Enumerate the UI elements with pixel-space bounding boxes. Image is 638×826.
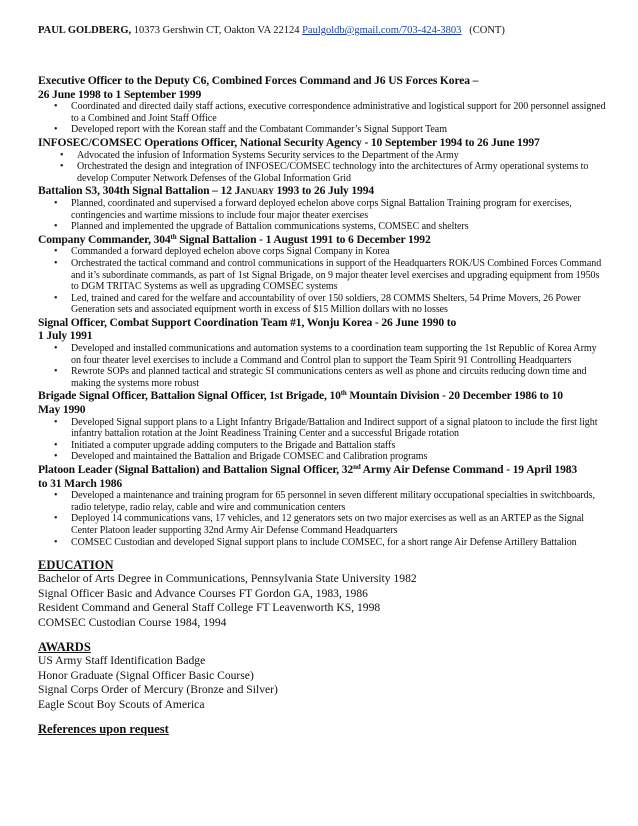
job-bullets (38, 150, 608, 185)
list-item: Eagle Scout Boy Scouts of America (38, 697, 205, 711)
list-item: • Commanded a forward deployed echelon above corps Signal Company in Korea (54, 246, 608, 258)
list-item: • Advocated the infusion of Information Systems Security services to the Department of the Army (60, 150, 608, 162)
job-title: Signal Officer, Combat Support Coordination Team #1, Wonju Korea - 26 June 1990 to 1 July 1991 (38, 315, 457, 343)
list-item: • Developed a maintenance and training program for 65 personnel in seven different military occupational specialties in switchboards, radio teletype, radio relay, cable and wire and communication centers (54, 490, 608, 513)
job-bullets (38, 101, 608, 136)
job-title: Platoon Leader (Signal Battalion) and Battalion Signal Officer, 32nd Army Air Defense Command - 19 April 1983 to 31 March 1986 (38, 463, 578, 490)
list-item: • Planned, coordinated and supervised a forward deployed echelon above corps Signal Battalion Training program for exercises, contingencies and wartime missions to include four major theater exercises (54, 198, 608, 221)
job-bullets (38, 417, 608, 463)
list-item: • COMSEC Custodian and developed Signal support plans to include COMSEC, for a short range Air Defense Artillery Battalion (54, 537, 608, 549)
list-item: • Coordinated and directed daily staff actions, executive correspondence administrative and logistical support for 200 personnel assigned to a Combined and Joint Staff Office (54, 101, 608, 124)
list-item: • Developed report with the Korean staff and the Combatant Commander’s Signal Support Team (54, 124, 608, 136)
list-item: • Initiated a computer upgrade adding computers to the Brigade and Battalion staffs (54, 440, 608, 452)
list-item: Honor Graduate (Signal Officer Basic Course) (38, 668, 254, 682)
list-item: Resident Command and General Staff College FT Leavenworth KS, 1998 (38, 601, 381, 615)
job-title: Executive Officer to the Deputy C6, Combined Forces Command and J6 US Forces Korea – 26 June 1998 to 1 September 1999 (38, 74, 479, 101)
list-item: • Led, trained and cared for the welfare and accountability of over 150 soldiers, 28 COMMS Shelters, 54 Prime Movers, 26 Power Generation sets and associated equipment worth in excess of $15 Million dollars with no losses (54, 293, 608, 316)
list-item: Signal Officer Basic and Advance Courses FT Gordon GA, 1983, 1986 (38, 586, 368, 600)
resume-header (38, 24, 608, 38)
list-item: • Developed Signal support plans to a Light Infantry Brigade/Battalion and Indirect support of a signal platoon to include the first light infantry battalion rotation at the Joint Readiness Training Center and a successful Brigade rotation (54, 417, 608, 440)
contact-link[interactable]: Paulgoldb@gmail.com/703-424-3803 (302, 25, 462, 36)
education-heading: EDUCATION (38, 558, 114, 573)
job-bullets (38, 490, 608, 548)
list-item: • Planned and implemented the upgrade of Battalion communications systems, COMSEC and shelters (54, 221, 608, 233)
references-note: References upon request (38, 722, 169, 737)
candidate-name: PAUL GOLDBERG, (38, 25, 132, 36)
list-item: • Rewrote SOPs and planned tactical and strategic SI communications centers as well as phone and circuits reducing down time and making the systems more robust (54, 366, 608, 389)
awards-heading: AWARDS (38, 640, 91, 655)
job-title: INFOSEC/COMSEC Operations Officer, National Security Agency - 10 September 1994 to 26 June 1997 (38, 135, 540, 149)
list-item: • Developed and maintained the Battalion and Brigade COMSEC and Calibration programs (54, 451, 608, 463)
cont-label: (CONT) (469, 25, 505, 36)
address: 10373 Gershwin CT, Oakton VA 22124 (133, 25, 300, 36)
list-item: Bachelor of Arts Degree in Communications, Pennsylvania State University 1982 (38, 572, 417, 586)
job-title: Battalion S3, 304th Signal Battalion – 12 January 1993 to 26 July 1994 (38, 184, 374, 198)
list-item: Signal Corps Order of Mercury (Bronze and Silver) (38, 683, 278, 697)
education-list (38, 572, 608, 630)
list-item: COMSEC Custodian Course 1984, 1994 (38, 615, 227, 629)
job-bullets (38, 198, 608, 233)
list-item: • Developed and installed communications and automation systems to a coordination team supporting the 1st Republic of Korea Army on four theater level exercises to include a Command and Control plan to support the Team Spirit 91 Controlling Headquarters (54, 343, 608, 366)
list-item: US Army Staff Identification Badge (38, 654, 206, 668)
job-title: Brigade Signal Officer, Battalion Signal Officer, 1st Brigade, 10th Mountain Division - 20 December 1986 to 10 May 1990 (38, 389, 563, 417)
awards-list (38, 654, 608, 712)
list-item: • Orchestrated the tactical command and control communications in support of the Headquarters ROK/US Combined Forces Command and it’s subordinate commands, as part of 1st Signal Brigade, on 9 major theater level exercises and upgrading equipment from 1950s to DGM TRITAC Systems as well as upgrading COMSEC systems (54, 258, 608, 293)
job-title: Company Commander, 304th Signal Battalion - 1 August 1991 to 6 December 1992 (38, 232, 431, 246)
list-item: • Orchestrated the design and integration of INFOSEC/COMSEC technology into the architectures of Army operational systems to develop Computer Network Defenses of the Global Information Grid (60, 161, 608, 184)
job-bullets (38, 246, 608, 316)
list-item: • Deployed 14 communications vans, 17 vehicles, and 12 generators sets on two major exercises as well as an ARTEP as the Signal Center Platoon leader supporting 32nd Army Air Defense Command Headquarters (54, 513, 608, 536)
job-bullets (38, 343, 608, 389)
